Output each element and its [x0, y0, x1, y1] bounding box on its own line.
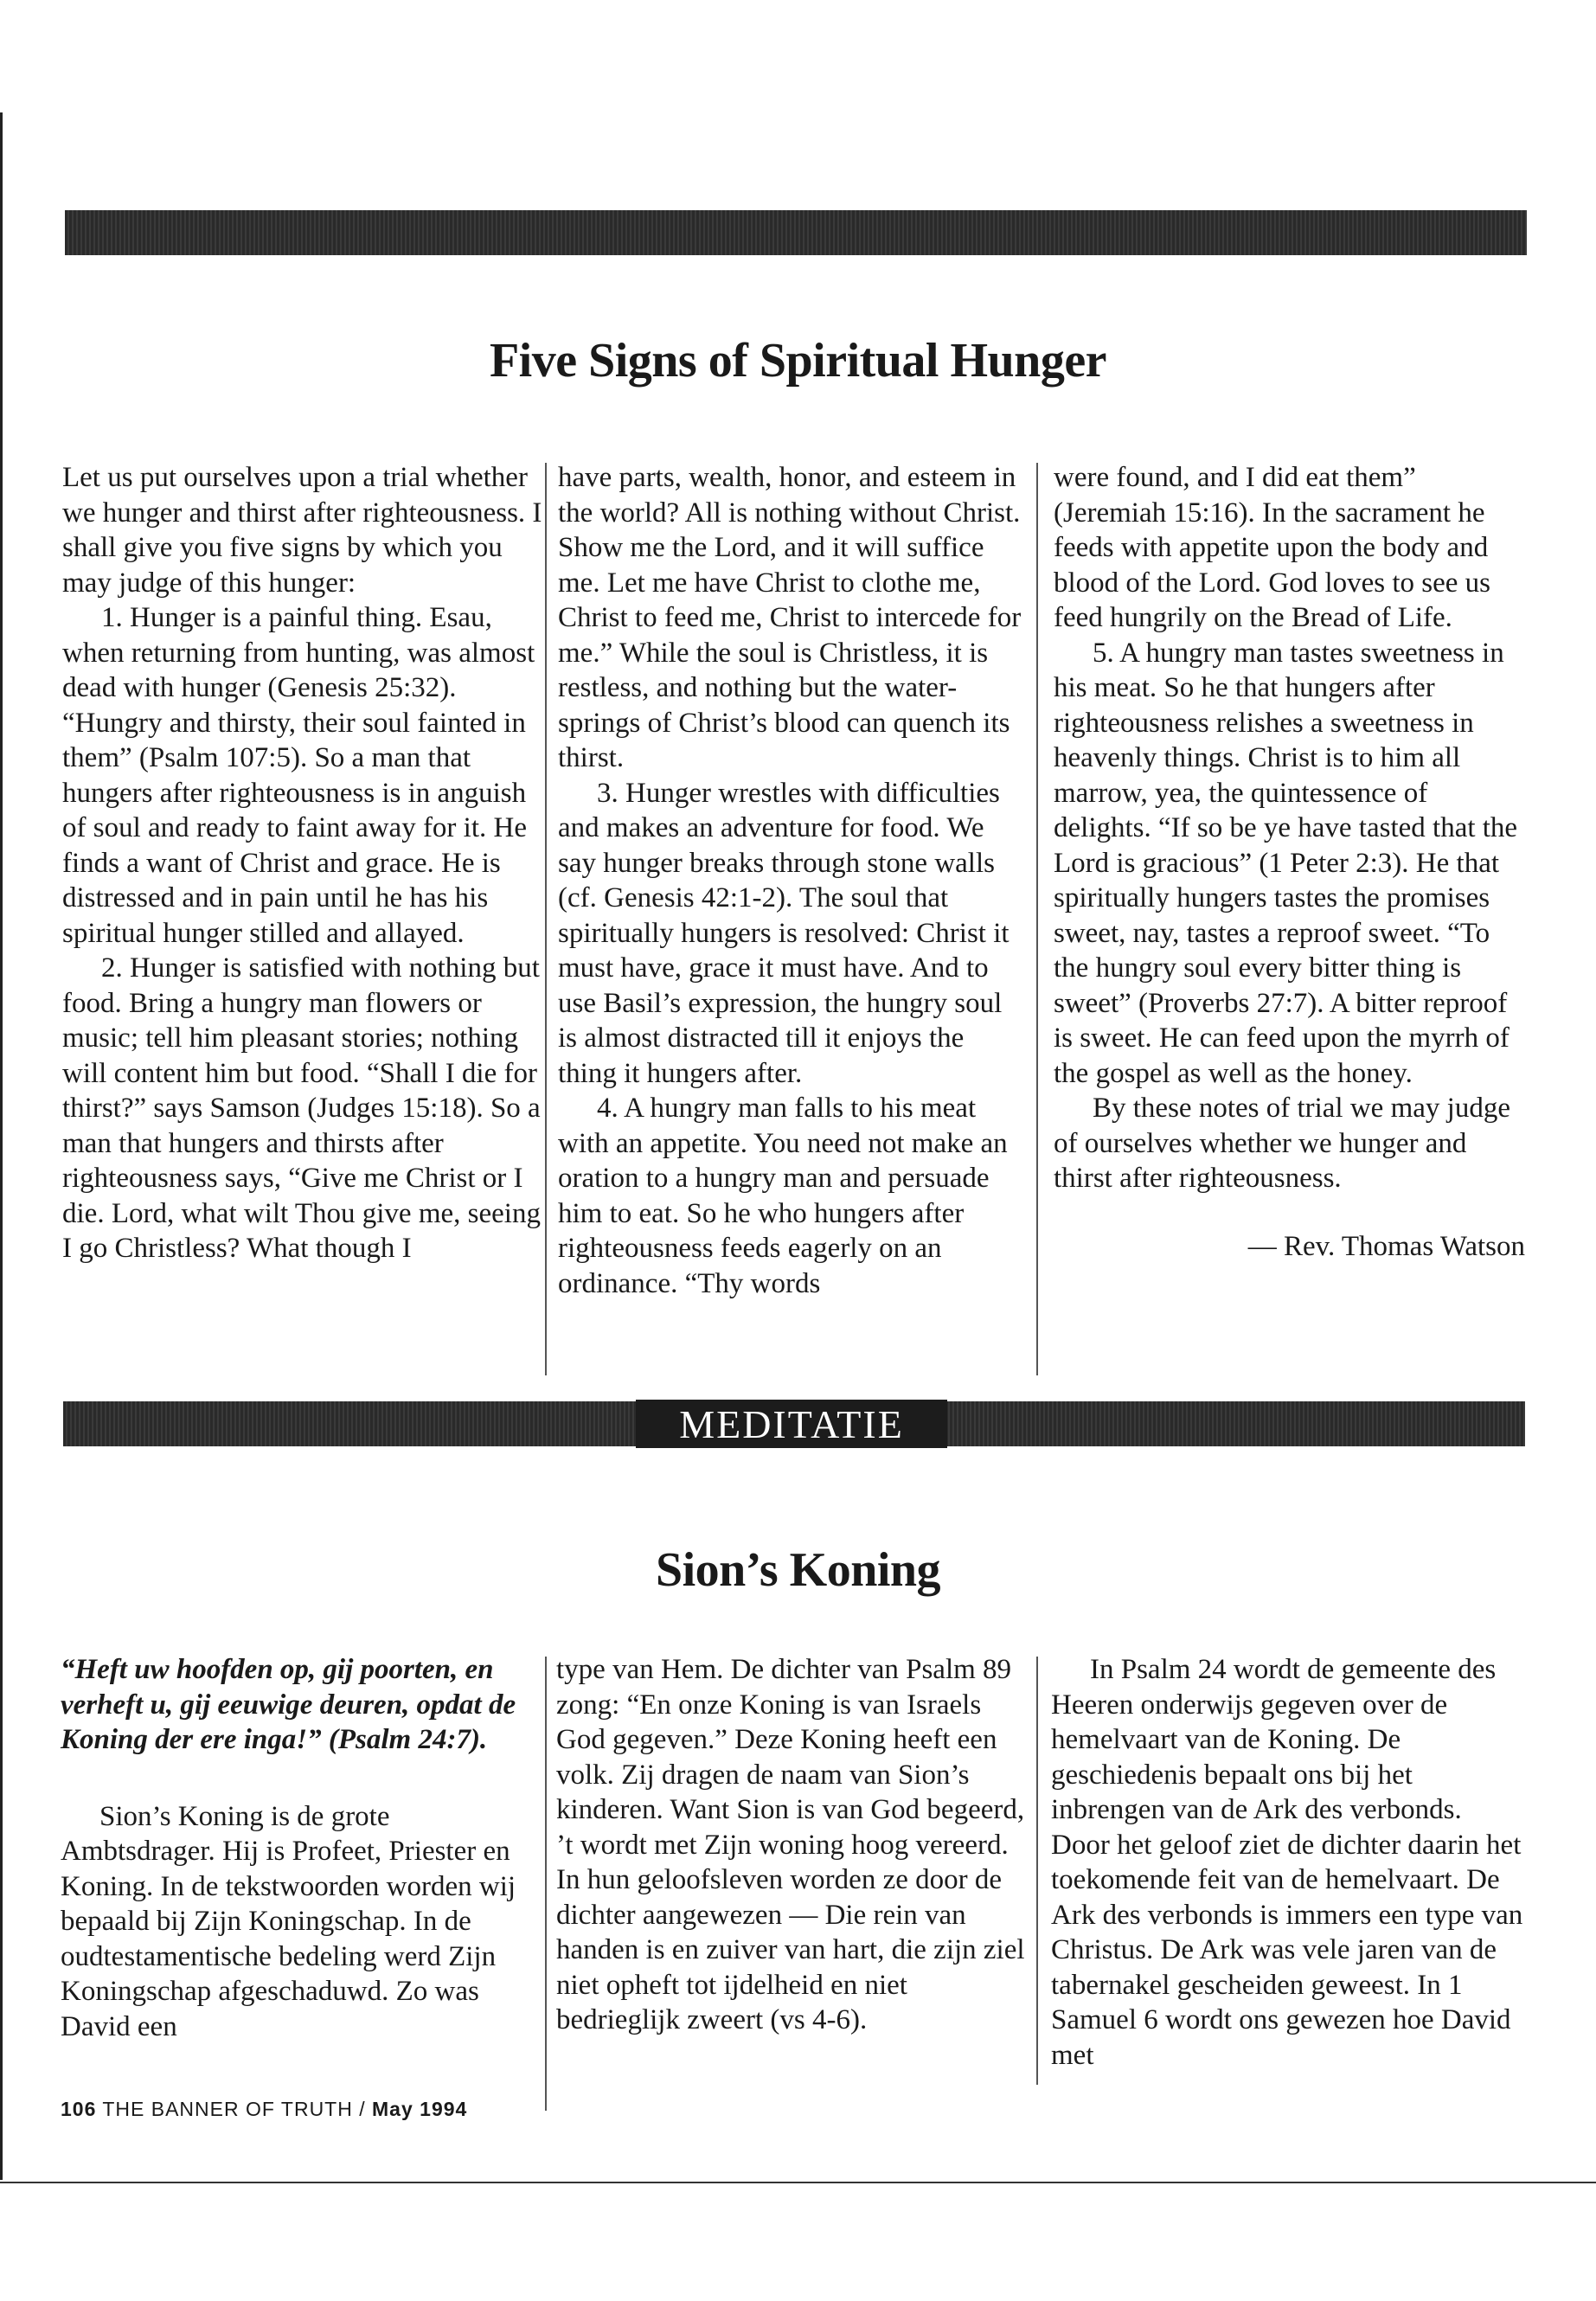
paragraph: have parts, wealth, honor, and esteem in the world? All is nothing without Christ. Show me the Lord, and it will suffice me. Let me have Christ to clothe me, Christ to feed me, Christ to intercede for me.” While the soul is Christless, it is restless, and nothing but the water-springs of Christ’s blood can quench its thirst. — [558, 462, 1022, 773]
article-column-2 — [558, 460, 1025, 1301]
header-bar — [65, 210, 1527, 255]
page-footer — [61, 2098, 467, 2121]
column-divider — [545, 463, 547, 1375]
article-title: Sion’s Koning — [655, 1543, 941, 1597]
column-divider — [1036, 1657, 1038, 2085]
column-divider — [1036, 463, 1038, 1375]
page-number: 106 — [61, 2098, 97, 2120]
page-edge — [0, 112, 3, 2180]
paragraph: Let us put ourselves upon a trial whether we hunger and thirst after righteousness. I shall give you five signs by which you may judge of this hunger: — [62, 462, 542, 599]
paragraph: 1. Hunger is a painful thing. Esau, when returning from hunting, was almost dead with hunger (Genesis 25:32). “Hungry and thirsty, their soul fainted in them” (Psalm 107:5). So a man that hungers after righteousness is in anguish of soul and ready to faint away for it. He finds a want of Christ and grace. He is distressed and in pain until he has his spiritual hunger stilled and allayed. — [62, 602, 535, 949]
bottom-rule — [0, 2182, 1596, 2183]
section-label: MEDITATIE — [636, 1400, 947, 1448]
publication-name: THE BANNER OF TRUTH / — [102, 2098, 366, 2120]
paragraph: 4. A hungry man falls to his meat with an appetite. You need not make an oration to a hungry man and persuade him to eat. So he who hungers after righteousness feeds eagerly on an ordinance. “Thy words — [558, 1093, 1008, 1299]
paragraph: In Psalm 24 wordt de gemeente des Heeren onderwijs gegeven over de hemelvaart van de Koning. De geschiedenis bepaalt ons bij het inbrengen van de Ark des verbonds. Door het geloof ziet de dichter daarin het toekomende feit van de hemelvaart. De Ark des verbonds is immers een type van Christus. De Ark was vele jaren van de tabernakel gescheiden geweest. In 1 Samuel 6 wordt ons gewezen hoe David met — [1051, 1654, 1523, 2071]
article-column-3 — [1051, 1652, 1527, 2073]
paragraph: 5. A hungry man tastes sweetness in his meat. So he that hungers after righteousness relishes a sweetness in heavenly things. Christ is to him all marrow, yea, the quintessence of delights. “If so be ye have tasted that the Lord is gracious” (1 Peter 2:3). He that spiritually hungers tastes the promises sweet, nay, tastes a reproof sweet. “To the hungry soul every bitter thing is sweet” (Proverbs 27:7). A bitter reproof is sweet. He can feed upon the myrrh of the gospel as well as the honey. — [1054, 637, 1518, 1089]
article-column-1 — [62, 460, 542, 1266]
column-divider — [545, 1657, 547, 2111]
article-title: Five Signs of Spiritual Hunger — [489, 334, 1107, 388]
paragraph: were found, and I did eat them” (Jeremiah 15:16). In the sacrament he feeds with appetite upon the body and blood of the Lord. God loves to see us feed hungrily on the Bread of Life. — [1054, 462, 1491, 633]
paragraph: By these notes of trial we may judge of ourselves whether we hunger and thirst after righteousness. — [1054, 1093, 1510, 1194]
issue-date: May 1994 — [372, 2098, 468, 2120]
scripture-quote: “Heft uw hoofden op, gij poorten, en verheft u, gij eeuwige deuren, opdat de Koning der ere inga!” (Psalm 24:7). — [61, 1654, 516, 1755]
paragraph: 3. Hunger wrestles with difficulties and makes an adventure for food. We say hunger breaks through stone walls (cf. Genesis 42:1-2). The soul that spiritually hungers is resolved: Christ it must have, grace it must have. And to use Basil’s expression, the hungry soul is almost distracted till it enjoys the thing it hungers after. — [558, 777, 1010, 1089]
paragraph: Sion’s Koning is de grote Ambtsdrager. Hij is Profeet, Priester en Koning. In de tekstwoorden worden wij bepaald bij Zijn Koningschap. In de oudtestamentische bedeling werd Zijn Koningschap afgeschaduwd. Zo was David een — [61, 1800, 516, 2042]
author-signature: — Rev. Thomas Watson — [1247, 1230, 1525, 1262]
article-column-2 — [556, 1652, 1028, 2038]
paragraph: type van Hem. De dichter van Psalm 89 zong: “En onze Koning is van Israels God gegeven.” Deze Koning heeft een volk. Zij dragen de naam van Sion’s kinderen. Want Sion is van God begeerd, ’t wordt met Zijn woning hoog vereerd. In hun geloofsleven worden ze door de dichter aangewezen — Die rein van handen is en zuiver van hart, die zijn ziel niet opheft tot ijdelheid en niet bedrieglijk zweert (vs 4-6). — [556, 1654, 1025, 2035]
article-column-1 — [61, 1652, 532, 2044]
article-column-3 — [1054, 460, 1525, 1264]
paragraph: 2. Hunger is satisfied with nothing but food. Bring a hungry man flowers or music; tell him pleasant stories; nothing will content him but food. “Shall I die for thirst?” says Samson (Judges 15:18). So a man that hungers and thirsts after righteousness says, “Give me Christ or I die. Lord, what wilt Thou give me, seeing I go Christless? What though I — [62, 952, 541, 1264]
